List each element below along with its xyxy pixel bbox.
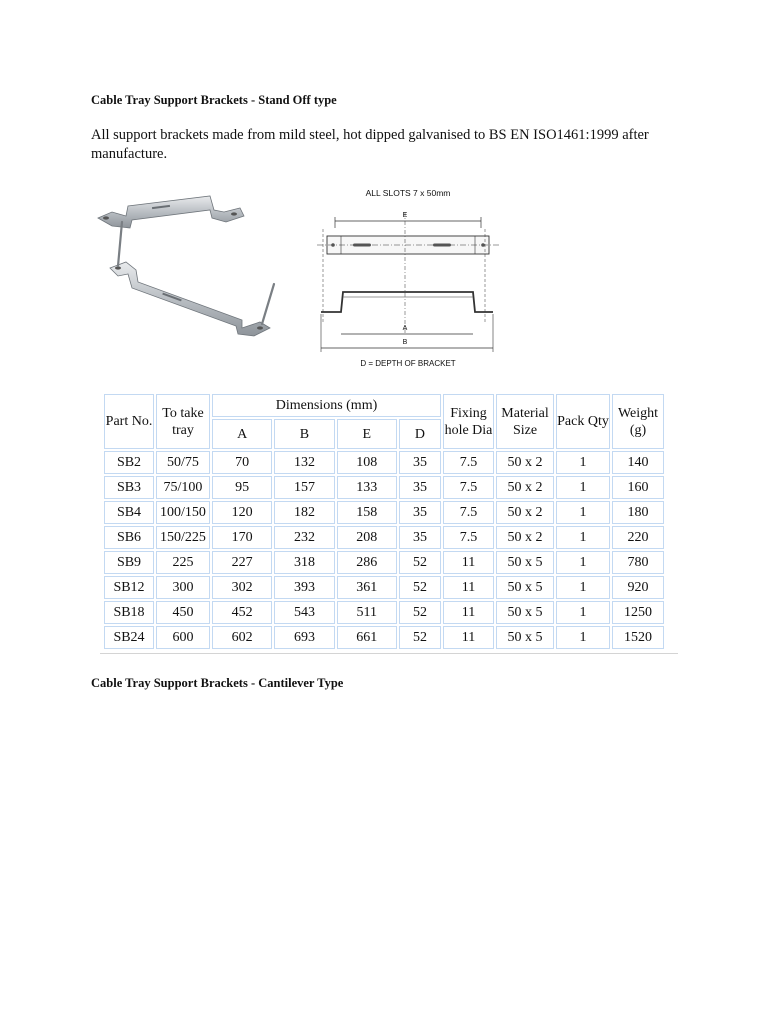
cell-tray: 600	[156, 626, 210, 649]
header-part-no: Part No.	[104, 394, 154, 449]
cell-weight: 220	[612, 526, 664, 549]
intro-paragraph: All support brackets made from mild steel, hot dipped galvanised to BS EN ISO1461:1999 after manufacture.	[91, 127, 649, 162]
cell-dim-b: 318	[274, 551, 334, 574]
table-row	[104, 601, 664, 624]
header-pack-qty: Pack Qty	[556, 394, 610, 449]
cell-tray: 450	[156, 601, 210, 624]
table-row	[104, 451, 664, 474]
cell-dim-d: 52	[399, 626, 441, 649]
cell-weight: 780	[612, 551, 664, 574]
cell-pack-qty: 1	[556, 501, 610, 524]
header-fixing-hole: Fixing hole Dia	[443, 394, 494, 449]
cell-weight: 1250	[612, 601, 664, 624]
label-b: B	[402, 339, 408, 346]
header-material-size: Material Size	[496, 394, 554, 449]
cell-dim-d: 35	[399, 501, 441, 524]
cell-part-no: SB3	[104, 476, 154, 499]
cell-dim-a: 602	[212, 626, 272, 649]
cell-part-no: SB2	[104, 451, 154, 474]
cell-dim-a: 120	[212, 501, 272, 524]
section-heading-cantilever: Cable Tray Support Brackets - Cantilever Type	[91, 676, 344, 690]
cell-part-no: SB9	[104, 551, 154, 574]
header-weight: Weight (g)	[612, 394, 664, 449]
lower-bracket	[110, 262, 270, 336]
header-dim-e: E	[337, 419, 397, 449]
bracket-technical-drawing	[313, 184, 503, 374]
header-dimensions: Dimensions (mm)	[212, 394, 441, 417]
table-row	[104, 476, 664, 499]
cell-pack-qty: 1	[556, 451, 610, 474]
upper-bracket	[98, 196, 244, 228]
cell-dim-a: 452	[212, 601, 272, 624]
cell-dim-d: 52	[399, 551, 441, 574]
cell-fixing-hole: 11	[443, 551, 494, 574]
section-heading-stand-off: Cable Tray Support Brackets - Stand Off type	[91, 93, 337, 107]
cell-material-size: 50 x 2	[496, 476, 554, 499]
cell-dim-b: 393	[274, 576, 334, 599]
cell-part-no: SB6	[104, 526, 154, 549]
header-dim-d: D	[399, 419, 441, 449]
cell-tray: 75/100	[156, 476, 210, 499]
cell-pack-qty: 1	[556, 551, 610, 574]
table-row	[104, 626, 664, 649]
cell-material-size: 50 x 2	[496, 501, 554, 524]
header-dim-b: B	[274, 419, 334, 449]
bracket-photo	[92, 188, 292, 348]
table-row	[104, 501, 664, 524]
cell-dim-e: 661	[337, 626, 397, 649]
table-row	[104, 576, 664, 599]
cell-fixing-hole: 7.5	[443, 501, 494, 524]
cell-dim-e: 133	[337, 476, 397, 499]
cell-dim-a: 95	[212, 476, 272, 499]
cell-pack-qty: 1	[556, 476, 610, 499]
cell-dim-b: 157	[274, 476, 334, 499]
table-row	[104, 551, 664, 574]
cell-dim-e: 208	[337, 526, 397, 549]
cell-tray: 225	[156, 551, 210, 574]
cell-pack-qty: 1	[556, 601, 610, 624]
cell-weight: 160	[612, 476, 664, 499]
cell-fixing-hole: 7.5	[443, 476, 494, 499]
cell-fixing-hole: 11	[443, 601, 494, 624]
cell-dim-e: 511	[337, 601, 397, 624]
cell-fixing-hole: 7.5	[443, 451, 494, 474]
cell-weight: 1520	[612, 626, 664, 649]
cell-pack-qty: 1	[556, 576, 610, 599]
cell-tray: 100/150	[156, 501, 210, 524]
cell-dim-b: 693	[274, 626, 334, 649]
cell-dim-b: 232	[274, 526, 334, 549]
cell-dim-a: 227	[212, 551, 272, 574]
cell-dim-d: 52	[399, 576, 441, 599]
cell-material-size: 50 x 5	[496, 576, 554, 599]
cell-material-size: 50 x 2	[496, 526, 554, 549]
header-to-take-tray: To take tray	[156, 394, 210, 449]
cell-dim-a: 70	[212, 451, 272, 474]
cell-part-no: SB18	[104, 601, 154, 624]
cell-tray: 150/225	[156, 526, 210, 549]
cell-dim-d: 35	[399, 476, 441, 499]
cell-dim-e: 158	[337, 501, 397, 524]
depth-note: D = DEPTH OF BRACKET	[360, 359, 456, 368]
cell-material-size: 50 x 5	[496, 626, 554, 649]
cell-pack-qty: 1	[556, 526, 610, 549]
cell-material-size: 50 x 2	[496, 451, 554, 474]
cell-fixing-hole: 7.5	[443, 526, 494, 549]
cell-dim-b: 543	[274, 601, 334, 624]
cell-weight: 920	[612, 576, 664, 599]
label-a: A	[402, 325, 408, 332]
cell-part-no: SB12	[104, 576, 154, 599]
label-e: E	[402, 212, 408, 219]
cell-pack-qty: 1	[556, 626, 610, 649]
cell-dim-e: 108	[337, 451, 397, 474]
table-body	[104, 451, 664, 649]
cell-part-no: SB24	[104, 626, 154, 649]
horizontal-divider	[100, 653, 678, 654]
cell-material-size: 50 x 5	[496, 601, 554, 624]
cell-dim-d: 52	[399, 601, 441, 624]
cell-weight: 180	[612, 501, 664, 524]
cell-dim-a: 302	[212, 576, 272, 599]
brackets-spec-table	[102, 392, 666, 651]
cell-part-no: SB4	[104, 501, 154, 524]
cell-dim-b: 182	[274, 501, 334, 524]
cell-dim-a: 170	[212, 526, 272, 549]
slots-note: ALL SLOTS 7 x 50mm	[365, 188, 451, 198]
cell-material-size: 50 x 5	[496, 551, 554, 574]
cell-tray: 300	[156, 576, 210, 599]
cell-fixing-hole: 11	[443, 626, 494, 649]
cell-dim-d: 35	[399, 451, 441, 474]
cell-weight: 140	[612, 451, 664, 474]
cell-dim-b: 132	[274, 451, 334, 474]
cell-dim-d: 35	[399, 526, 441, 549]
table-row	[104, 526, 664, 549]
cell-fixing-hole: 11	[443, 576, 494, 599]
cell-tray: 50/75	[156, 451, 210, 474]
header-dim-a: A	[212, 419, 272, 449]
cell-dim-e: 286	[337, 551, 397, 574]
cell-dim-e: 361	[337, 576, 397, 599]
